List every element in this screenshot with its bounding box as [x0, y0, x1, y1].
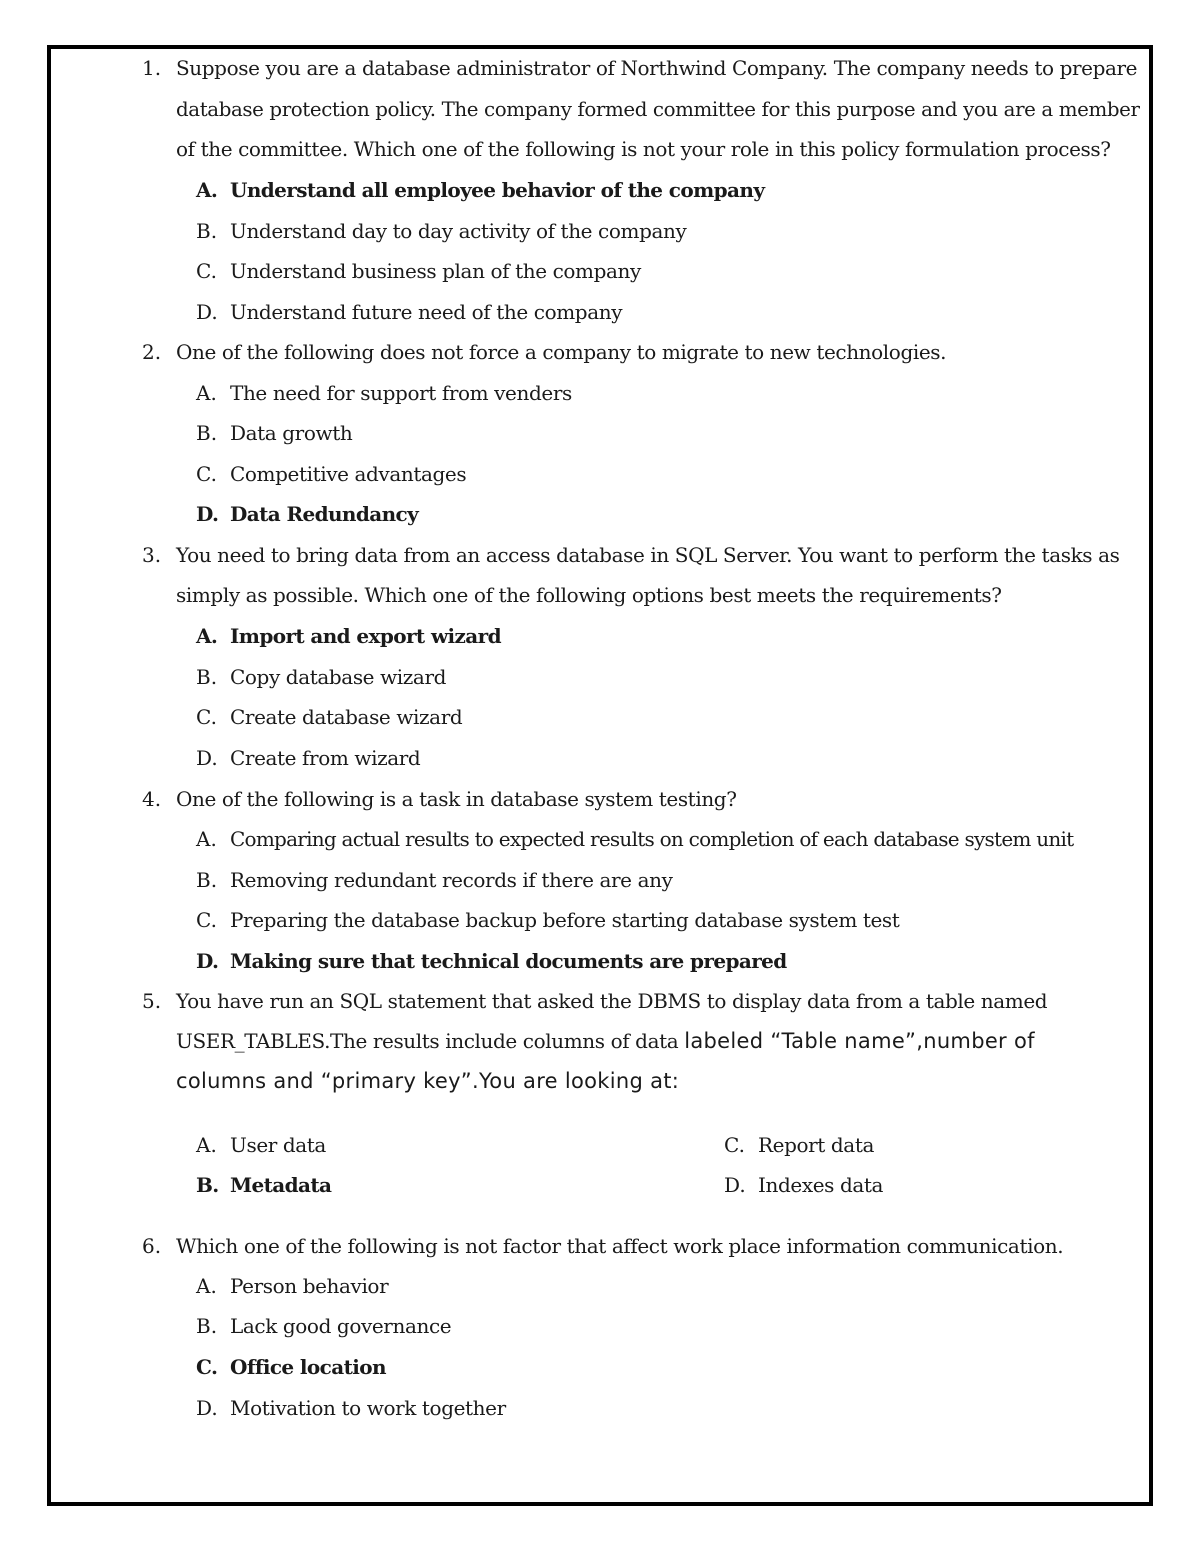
- option-text-correct: Making sure that technical documents are prepared: [230, 949, 787, 973]
- option-text-correct: Metadata: [230, 1173, 332, 1197]
- question-number: 2.: [142, 340, 162, 364]
- question-text-mixed: [176, 1028, 1035, 1054]
- option-letter: B.: [196, 219, 218, 243]
- option-letter: D.: [196, 949, 219, 973]
- option-letter: A.: [196, 381, 217, 405]
- option-text: Person behavior: [230, 1274, 389, 1298]
- question-text: simply as possible. Which one of the following options best meets the requirements?: [176, 583, 1002, 607]
- option-letter: C.: [196, 908, 217, 932]
- option-text: User data: [230, 1133, 326, 1157]
- option-letter: D.: [196, 300, 218, 324]
- question-text: Suppose you are a database administrator of Northwind Company. The company needs to prepare: [176, 56, 1138, 80]
- option-text: Create from wizard: [230, 746, 421, 770]
- question-number: 1.: [142, 56, 162, 80]
- option-letter: B.: [196, 1314, 218, 1338]
- option-letter: A.: [196, 827, 217, 851]
- question-text-serif-part: USER_TABLES.The results include columns of data: [176, 1029, 685, 1053]
- option-letter: D.: [724, 1173, 746, 1197]
- option-letter: C.: [196, 462, 217, 486]
- question-text: of the committee. Which one of the following is not your role in this policy formulation process?: [176, 137, 1111, 161]
- question-text-sans: columns and “primary key”.You are looking at:: [176, 1069, 680, 1093]
- option-text: Removing redundant records if there are any: [230, 868, 673, 892]
- option-letter: A.: [196, 624, 218, 648]
- option-text-correct: Understand all employee behavior of the company: [230, 178, 765, 202]
- option-text: Competitive advantages: [230, 462, 467, 486]
- option-text: Understand business plan of the company: [230, 259, 641, 283]
- option-letter: A.: [196, 178, 218, 202]
- option-letter: A.: [196, 1274, 217, 1298]
- option-text: Comparing actual results to expected results on completion of each database system unit: [230, 827, 1074, 851]
- option-letter: B.: [196, 1173, 219, 1197]
- option-text: Lack good governance: [230, 1314, 452, 1338]
- option-letter: C.: [196, 259, 217, 283]
- question-text: One of the following does not force a company to migrate to new technologies.: [176, 340, 947, 364]
- question-number: 3.: [142, 543, 162, 567]
- option-text: Report data: [758, 1133, 874, 1157]
- question-number: 6.: [142, 1234, 162, 1258]
- option-text: Copy database wizard: [230, 665, 447, 689]
- option-letter: D.: [196, 502, 219, 526]
- option-letter: D.: [196, 746, 218, 770]
- option-letter: B.: [196, 421, 218, 445]
- option-text: Preparing the database backup before starting database system test: [230, 908, 900, 932]
- option-letter: C.: [724, 1133, 745, 1157]
- option-text: Understand day to day activity of the company: [230, 219, 687, 243]
- option-letter: A.: [196, 1133, 217, 1157]
- option-letter: C.: [196, 705, 217, 729]
- option-text: Data growth: [230, 421, 353, 445]
- option-text: Understand future need of the company: [230, 300, 623, 324]
- question-text: database protection policy. The company formed committee for this purpose and you are a member: [176, 97, 1140, 121]
- option-letter: B.: [196, 665, 218, 689]
- option-text: Motivation to work together: [230, 1396, 506, 1420]
- question-number: 5.: [142, 989, 162, 1013]
- question-text: You need to bring data from an access database in SQL Server. You want to perform the tasks as: [176, 543, 1120, 567]
- option-text: Indexes data: [758, 1173, 884, 1197]
- question-text-sans-part: labeled “Table name”,number of: [684, 1029, 1035, 1053]
- question-text: One of the following is a task in database system testing?: [176, 787, 737, 811]
- option-text-correct: Import and export wizard: [230, 624, 501, 648]
- option-letter: C.: [196, 1355, 218, 1379]
- option-text: Create database wizard: [230, 705, 463, 729]
- question-number: 4.: [142, 787, 162, 811]
- option-letter: B.: [196, 868, 218, 892]
- question-text: You have run an SQL statement that asked the DBMS to display data from a table named: [176, 989, 1048, 1013]
- option-text-correct: Data Redundancy: [230, 502, 419, 526]
- option-text: The need for support from venders: [230, 381, 572, 405]
- option-text-correct: Office location: [230, 1355, 386, 1379]
- question-text: Which one of the following is not factor that affect work place information communication.: [176, 1234, 1064, 1258]
- option-letter: D.: [196, 1396, 218, 1420]
